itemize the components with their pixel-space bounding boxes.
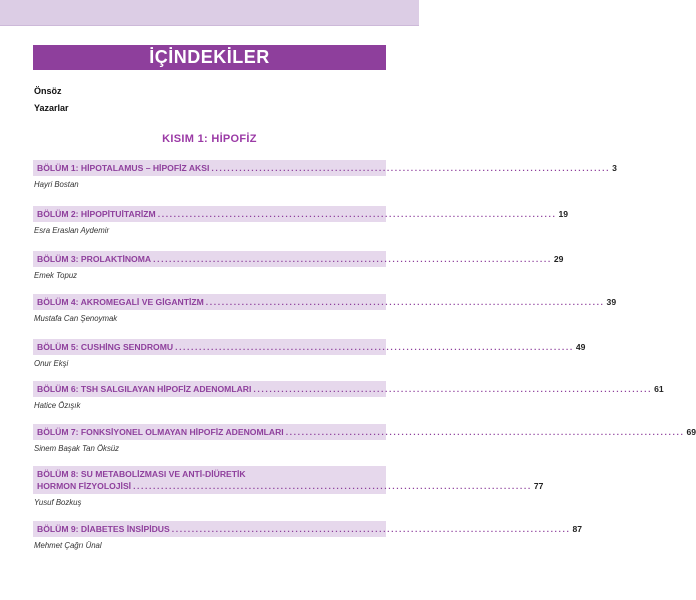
chapter-title: BÖLÜM 4: AKROMEGALİ VE GİGANTİZM <box>37 297 204 307</box>
toc-chapter-1[interactable] <box>33 160 617 189</box>
chapter-title: BÖLÜM 5: CUSHİNG SENDROMU <box>37 342 174 352</box>
chapter-band <box>33 466 544 494</box>
toc-entry-onsoz[interactable]: Önsöz <box>34 86 62 96</box>
toc-chapter-9[interactable] <box>33 521 583 550</box>
part-heading: KISIM 1: HİPOFİZ <box>162 133 257 145</box>
toc-entry-yazarlar[interactable]: Yazarlar <box>34 103 69 113</box>
chapter-band <box>33 381 664 397</box>
chapter-author: Yusuf Bozkuş <box>34 498 82 507</box>
top-decorative-band <box>0 0 419 26</box>
chapter-band <box>33 521 583 537</box>
chapter-page-number: 77 <box>533 481 544 491</box>
chapter-band <box>33 206 569 222</box>
chapter-title: BÖLÜM 7: FONKSİYONEL OLMAYAN HİPOFİZ ADENOMLARI <box>37 427 284 437</box>
chapter-title: BÖLÜM 8: SU METABOLİZMASI VE ANTİ-DİÜRETİK <box>37 469 246 479</box>
toc-chapter-2[interactable] <box>33 206 569 235</box>
chapter-author: Hatice Özışık <box>34 401 81 410</box>
chapter-title: BÖLÜM 9: DİABETES İNSİPİDUS <box>37 524 170 534</box>
chapter-author: Onur Ekşi <box>34 359 69 368</box>
dot-leader: .................................................................................................... <box>253 384 653 394</box>
chapter-band <box>33 424 696 440</box>
page-title: İÇİNDEKİLER <box>33 45 386 70</box>
chapter-author: Sinem Başak Tan Öksüz <box>34 444 120 453</box>
chapter-author: Mehmet Çağrı Ünal <box>34 541 102 550</box>
chapter-band <box>33 251 564 267</box>
chapter-author: Esra Eraslan Aydemir <box>34 226 110 235</box>
chapter-page-number: 39 <box>606 297 617 307</box>
chapter-band <box>33 294 617 310</box>
toc-chapter-7[interactable] <box>33 424 696 453</box>
dot-leader: .................................................................................................... <box>211 163 611 173</box>
toc-chapter-8[interactable] <box>33 466 544 507</box>
dot-leader: .................................................................................................... <box>133 481 532 491</box>
chapter-author: Emek Topuz <box>34 271 78 280</box>
chapter-title: BÖLÜM 1: HİPOTALAMUS – HİPOFİZ AKSI <box>37 163 210 173</box>
chapter-band <box>33 339 586 355</box>
chapter-page-number: 49 <box>575 342 586 352</box>
dot-leader: .................................................................................................... <box>171 524 571 534</box>
toc-chapter-3[interactable] <box>33 251 564 280</box>
chapter-page-number: 61 <box>654 384 664 394</box>
chapter-page-number: 3 <box>612 163 617 173</box>
toc-chapter-6[interactable] <box>33 381 664 410</box>
toc-chapter-5[interactable] <box>33 339 586 368</box>
chapter-title: BÖLÜM 2: HİPOPİTUİTARİZM <box>37 209 156 219</box>
chapter-author: Mustafa Can Şenoymak <box>34 314 118 323</box>
chapter-title: BÖLÜM 3: PROLAKTİNOMA <box>37 254 152 264</box>
chapter-page-number: 87 <box>572 524 583 534</box>
toc-chapter-4[interactable] <box>33 294 617 323</box>
dot-leader: .................................................................................................... <box>205 297 605 307</box>
dot-leader: .................................................................................................... <box>285 427 685 437</box>
chapter-page-number: 69 <box>686 427 696 437</box>
chapter-page-number: 19 <box>558 209 569 219</box>
chapter-title-continued: HORMON FİZYOLOJİSİ <box>37 481 132 491</box>
dot-leader: .................................................................................................... <box>157 209 557 219</box>
chapter-author: Hayri Bostan <box>34 180 79 189</box>
chapter-title: BÖLÜM 6: TSH SALGILAYAN HİPOFİZ ADENOMLARI <box>37 384 252 394</box>
chapter-band <box>33 160 617 176</box>
dot-leader: .................................................................................................... <box>175 342 574 352</box>
dot-leader: .................................................................................................... <box>153 254 552 264</box>
chapter-page-number: 29 <box>553 254 564 264</box>
